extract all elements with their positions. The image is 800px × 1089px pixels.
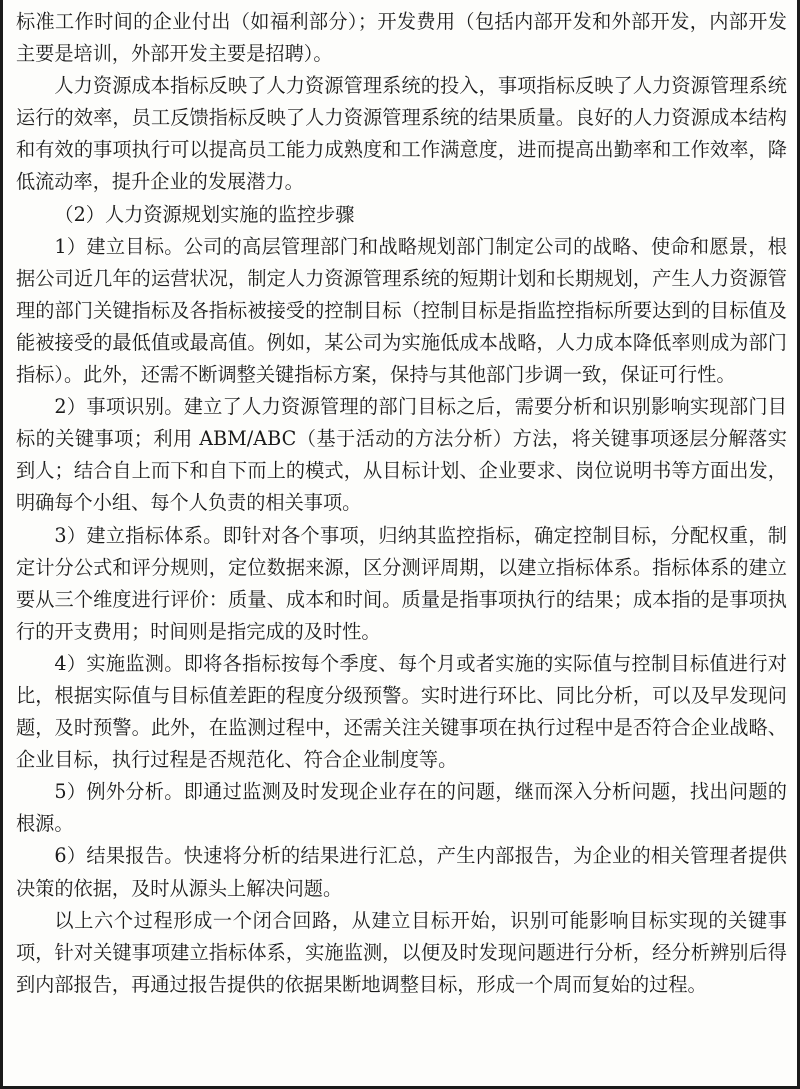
paragraph-step-5-exception-analysis: 5）例外分析。即通过监测及时发现企业存在的问题，继而深入分析问题，找出问题的根源。 bbox=[16, 780, 787, 836]
section-heading-monitoring-steps: （2）人力资源规划实施的监控步骤 bbox=[54, 202, 355, 226]
paragraph-step-4-monitoring: 4）实施监测。即将各指标按每个季度、每个月或者实施的实际值与控制目标值进行对比，根据实际值与目标值差距的程度分级预警。实时进行环比、同比分析，可以及早发现问题，及时预警。此外，在监测过程中，还需关注关键事项在执行过程中是否符合企业战略、企业目标，执行过程是否规范化、符合企业制度等。 bbox=[16, 651, 787, 772]
paragraph-hr-cost-indicators: 人力资源成本指标反映了人力资源管理系统的投入，事项指标反映了人力资源管理系统运行的效率，员工反馈指标反映了人力资源管理系统的结果质量。良好的人力资源成本结构和有效的事项执行可以提高员工能力成熟度和工作满意度，进而提高出勤率和工作效率，降低流动率，提升企业的发展潜力。 bbox=[16, 74, 787, 194]
paragraph-step-3-indicator-system: 3）建立指标体系。即针对各个事项，归纳其监控指标，确定控制目标，分配权重，制定计分公式和评分规则，定位数据来源，区分测评周期，以建立指标体系。指标体系的建立要从三个维度进行评价：质量、成本和时间。质量是指事项执行的结果；成本指的是事项执行的开支费用；时间则是指完成的及时性。 bbox=[16, 523, 787, 643]
paragraph-summary-loop: 以上六个过程形成一个闭合回路，从建立目标开始，识别可能影响目标实现的关键事项，针对关键事项建立指标体系，实施监测，以便及时发现问题进行分析，经分析辨别后得到内部报告，再通过报告提供的依据果断地调整目标，形成一个周而复始的过程。 bbox=[16, 908, 787, 996]
paragraph-step-1-set-goals: 1）建立目标。公司的高层管理部门和战略规划部门制定公司的战略、使命和愿景，根据公司近几年的运营状况，制定人力资源管理系统的短期计划和长期规划，产生人力资源管理的部门关键指标及各指标被接受的控制目标（控制目标是指监控指标所要达到的目标值及能被接受的最低值或最高值。例如，某公司为实施低成本战略，人力成本降低率则成为部门指标）。此外，还需不断调整关键指标方案，保持与其他部门步调一致，保证可行性。 bbox=[16, 234, 787, 387]
paragraph-step-6-result-report: 6）结果报告。快速将分析的结果进行汇总，产生内部报告，为企业的相关管理者提供决策的依据，及时从源头上解决问题。 bbox=[16, 844, 787, 900]
paragraph-continuation: 标准工作时间的企业付出（如福利部分）；开发费用（包括内部开发和外部开发，内部开发主要是培训，外部开发主要是招聘）。 bbox=[16, 10, 787, 66]
paragraph-step-2-identify-items: 2）事项识别。建立了人力资源管理的部门目标之后，需要分析和识别影响实现部门目标的关键事项；利用 ABM/ABC（基于活动的方法分析）方法，将关键事项逐层分解落实到人；结合自上而下和自下而上的模式，从目标计划、企业要求、岗位说明书等方面出发，明确每个小组、每个人负责的相关事项。 bbox=[16, 395, 787, 515]
